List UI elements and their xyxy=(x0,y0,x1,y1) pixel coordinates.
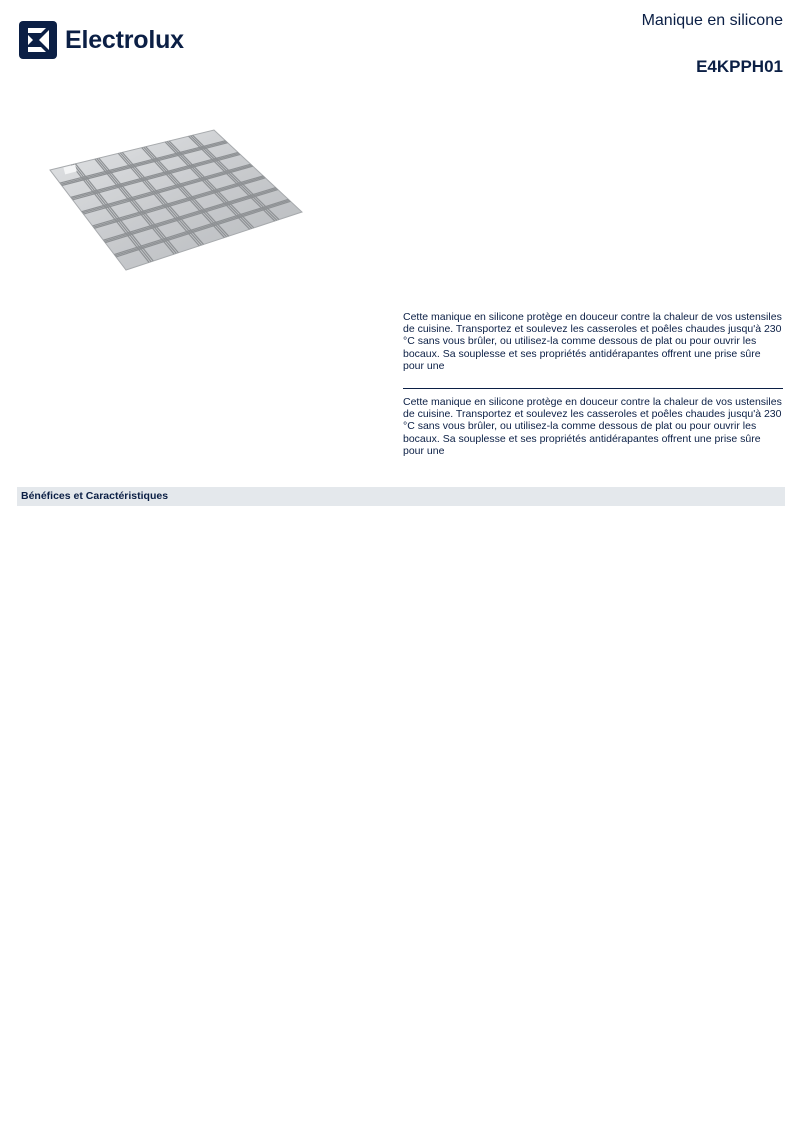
electrolux-logo-icon xyxy=(19,21,57,59)
brand-name: Electrolux xyxy=(65,26,184,54)
product-description-repeat: Cette manique en silicone protège en douceur contre la chaleur de vos ustensiles de cuisine. Transportez et soulevez les casseroles et poêles chaudes jusqu'à 230 °C sans vous brûler, ou utilisez-la comme dessous de plat ou pour ouvrir les bocaux. Sa souplesse et ses propriétés antidérapantes offrent une prise sûre pour une xyxy=(403,396,782,457)
product-model: E4KPPH01 xyxy=(696,57,783,76)
product-description: Cette manique en silicone protège en douceur contre la chaleur de vos ustensiles de cuisine. Transportez et soulevez les casseroles et poêles chaudes jusqu'à 230 °C sans vous brûler, ou utilisez-la comme dessous de plat ou pour ouvrir les bocaux. Sa souplesse et ses propriétés antidérapantes offrent une prise sûre pour une xyxy=(403,311,782,372)
section-title: Bénéfices et Caractéristiques xyxy=(21,490,169,502)
product-title: Manique en silicone xyxy=(641,12,783,29)
brand-logo xyxy=(19,21,184,59)
silicone-pot-holder-image xyxy=(46,124,308,274)
section-header xyxy=(17,487,785,506)
divider xyxy=(403,388,783,389)
